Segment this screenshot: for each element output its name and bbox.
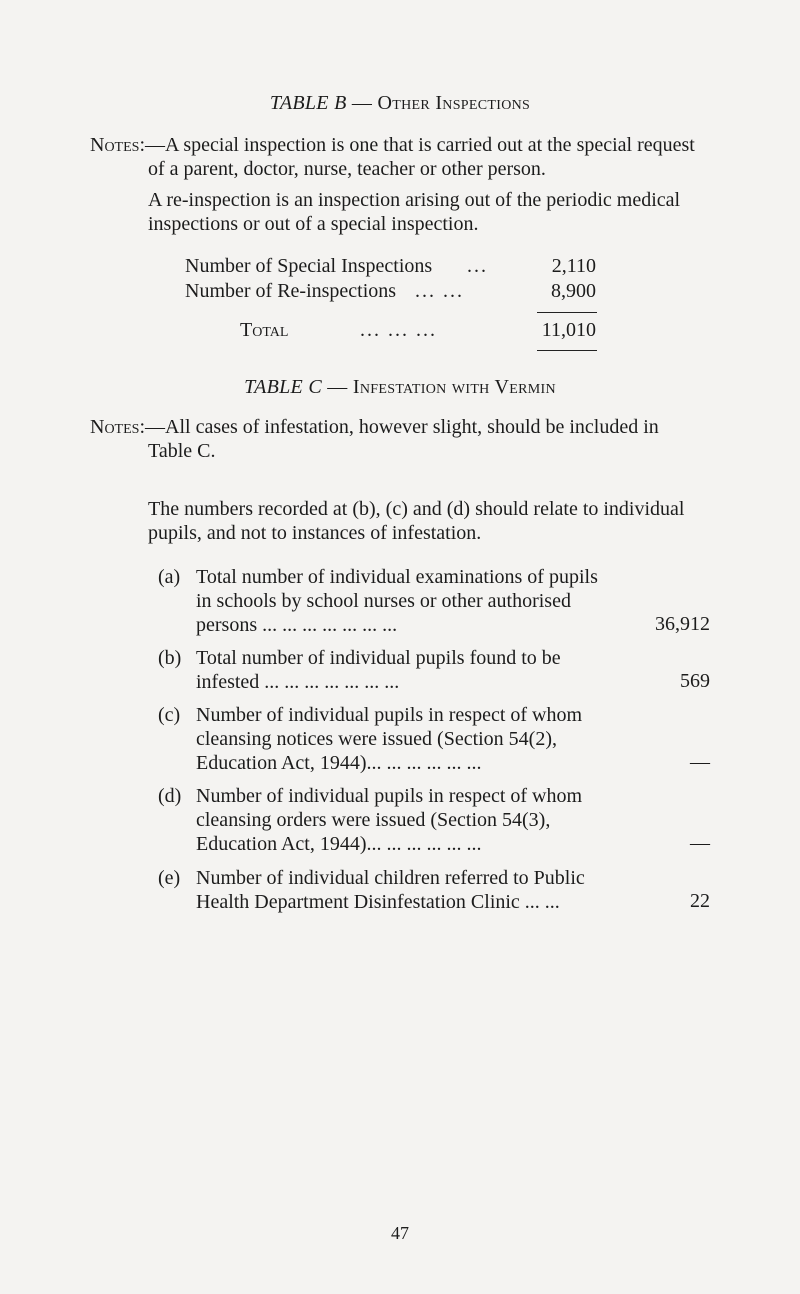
item-d-line-2: cleansing orders were issued (Section 54(3), <box>196 809 551 831</box>
table-b-title <box>0 92 800 115</box>
total-label: Total <box>240 319 289 341</box>
table-c-title-prefix: TABLE C <box>244 376 322 398</box>
item-a-line-3: persons ... ... ... ... ... ... ... <box>196 614 398 636</box>
table-b-note-2 <box>148 188 718 236</box>
table-c-title <box>0 376 800 399</box>
item-d-line-1: Number of individual pupils in respect of whom <box>196 785 583 807</box>
item-a-line-2: in schools by school nurses or other authorised <box>196 590 571 612</box>
total-value: 11,010 <box>541 319 596 341</box>
item-d-text <box>196 784 626 856</box>
total-dots: ... ... ... <box>360 319 437 341</box>
item-d-value: — <box>690 832 710 854</box>
item-e-value: 22 <box>690 890 710 912</box>
item-e-line-1: Number of individual children referred to Public <box>196 867 585 889</box>
item-b-line-2: infested ... ... ... ... ... ... ... <box>196 671 400 693</box>
item-a-text <box>196 565 626 637</box>
table-c-note-1 <box>90 415 710 463</box>
table-c-title-sep: — <box>327 376 348 398</box>
item-e-marker: (e) <box>158 867 181 889</box>
item-b-text <box>196 646 626 694</box>
special-inspections-value: 2,110 <box>551 255 596 277</box>
table-c-notes-label: Notes <box>90 416 140 438</box>
item-c-marker: (c) <box>158 704 181 726</box>
table-b-title-sep: — <box>351 92 373 114</box>
re-inspections-dots: ... ... <box>415 280 464 302</box>
table-b-notes-label: Notes <box>90 134 140 156</box>
table-b-title-prefix: TABLE B <box>269 92 347 114</box>
item-b-line-1: Total number of individual pupils found to be <box>196 647 561 669</box>
table-b-note-1-line-2: of a parent, doctor, nurse, teacher or other person. <box>148 158 546 180</box>
item-a-line-1: Total number of individual examinations of pupils <box>196 566 598 588</box>
item-b-value: 569 <box>680 670 710 692</box>
item-b-marker: (b) <box>158 647 182 669</box>
total-rule-top <box>537 312 597 313</box>
item-e-text <box>196 866 626 914</box>
page-number: 47 <box>391 1223 409 1243</box>
item-e-line-2: Health Department Disinfestation Clinic ... ... <box>196 891 560 913</box>
table-c-note-2-line-1: The numbers recorded at (b), (c) and (d) should relate to individual <box>148 498 685 520</box>
item-d-line-3: Education Act, 1944)... ... ... ... ... ... <box>196 833 482 855</box>
re-inspections-value: 8,900 <box>551 280 596 302</box>
item-c-line-2: cleansing notices were issued (Section 54(2), <box>196 728 558 750</box>
table-c-note-2-line-2: pupils, and not to instances of infestation. <box>148 522 482 544</box>
table-b-note-2-line-1: A re-inspection is an inspection arising out of the periodic medical <box>148 189 681 211</box>
special-inspections-dots: ... <box>467 255 488 277</box>
table-b-note-2-line-2: inspections or out of a special inspection. <box>148 213 479 235</box>
item-c-text <box>196 703 626 775</box>
table-c-title-main: Infestation with Vermin <box>352 376 556 398</box>
table-c-note-1-line-1: :—All cases of infestation, however slight, should be included in <box>139 416 659 438</box>
item-a-value: 36,912 <box>655 613 710 635</box>
item-a-marker: (a) <box>158 566 181 588</box>
item-c-value: — <box>690 751 710 773</box>
special-inspections-label: Number of Special Inspections <box>185 255 433 277</box>
item-c-line-1: Number of individual pupils in respect of whom <box>196 704 583 726</box>
table-b-note-1-line-1: :—A special inspection is one that is carried out at the special request <box>139 134 695 156</box>
re-inspections-label: Number of Re-inspections <box>185 280 397 302</box>
table-c-note-2 <box>148 497 718 545</box>
item-c-line-3: Education Act, 1944)... ... ... ... ... ... <box>196 752 482 774</box>
table-c-note-1-line-2: Table C. <box>148 440 216 462</box>
table-b-title-main: Other Inspections <box>377 92 531 114</box>
item-d-marker: (d) <box>158 785 182 807</box>
total-rule-bottom <box>537 350 597 351</box>
table-b-note-1 <box>90 133 710 181</box>
